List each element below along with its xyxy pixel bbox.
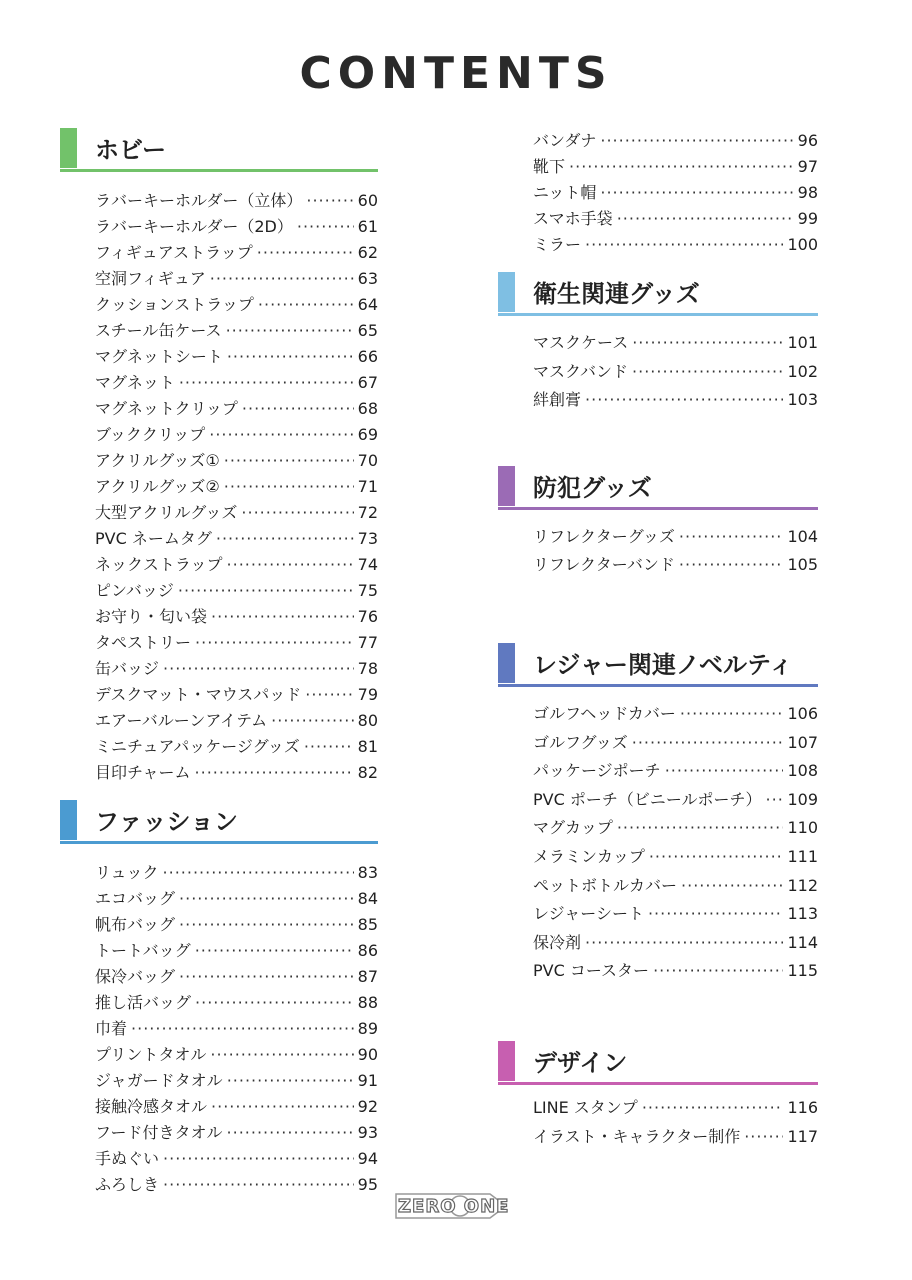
dot-leader — [585, 933, 783, 952]
toc-entry[interactable] — [95, 526, 378, 552]
section-underline — [498, 313, 818, 316]
toc-entry[interactable] — [95, 1146, 378, 1172]
entry-list — [498, 330, 818, 416]
section-hygiene — [498, 272, 818, 416]
section-bar — [498, 272, 515, 312]
dot-leader — [195, 633, 354, 652]
entry-label: ゴルフヘッドカバー — [533, 703, 676, 723]
entry-page-number: 109 — [787, 789, 818, 809]
section-header-crime — [498, 466, 818, 510]
entry-label: マグネットクリップ — [95, 399, 238, 418]
entry-page-number: 84 — [357, 889, 378, 908]
entry-label: アクリルグッズ② — [95, 477, 220, 496]
entry-label: 大型アクリルグッズ — [95, 503, 238, 522]
toc-entry[interactable] — [95, 1016, 378, 1042]
dot-leader — [210, 1045, 353, 1064]
entry-page-number: 83 — [357, 863, 378, 882]
entry-page-number: 64 — [357, 295, 378, 314]
section-title: レジャー関連ノベルティ — [533, 650, 794, 679]
toc-entry[interactable] — [95, 964, 378, 990]
dot-leader — [648, 904, 783, 923]
toc-entry[interactable] — [95, 708, 378, 734]
section-header-design — [498, 1041, 818, 1085]
toc-entry[interactable] — [95, 760, 378, 786]
entry-page-number: 63 — [357, 269, 378, 288]
right-column — [498, 128, 818, 1152]
dot-leader — [766, 790, 784, 809]
dot-leader — [163, 659, 354, 678]
dot-leader — [617, 818, 784, 837]
entry-page-number: 88 — [357, 993, 378, 1012]
entry-page-number: 69 — [357, 425, 378, 444]
entry-label: レジャーシート — [533, 904, 644, 924]
toc-entry[interactable] — [533, 787, 818, 816]
dot-leader — [195, 941, 354, 960]
entry-page-number: 94 — [357, 1149, 378, 1168]
toc-entry[interactable] — [533, 815, 818, 844]
toc-entry[interactable] — [95, 886, 378, 912]
entry-label: アクリルグッズ① — [95, 451, 220, 470]
dot-leader — [226, 321, 354, 340]
toc-entry[interactable] — [95, 214, 378, 240]
toc-entry[interactable] — [533, 901, 818, 930]
entry-page-number: 113 — [787, 904, 818, 924]
dot-leader — [195, 993, 354, 1012]
entry-page-number: 90 — [357, 1045, 378, 1064]
entry-label: ミニチュアパッケージグッズ — [95, 737, 300, 756]
entry-label: 目印チャーム — [95, 763, 191, 782]
logo-text: ZERO ONE — [398, 1196, 510, 1217]
entry-label: クッションストラップ — [95, 295, 254, 314]
dot-leader — [600, 131, 793, 150]
dot-leader — [632, 733, 784, 752]
toc-entry[interactable] — [533, 359, 818, 388]
toc-entry[interactable] — [95, 1172, 378, 1198]
entry-label: リフレクターバンド — [533, 555, 675, 575]
entry-page-number: 75 — [357, 581, 378, 600]
entry-page-number: 112 — [787, 875, 818, 895]
dot-leader — [271, 711, 353, 730]
entry-page-number: 103 — [787, 390, 818, 410]
section-header-leisure — [498, 643, 818, 687]
entry-page-number: 93 — [357, 1123, 378, 1142]
toc-entry[interactable] — [533, 387, 818, 416]
entry-label: パッケージポーチ — [533, 761, 661, 781]
toc-entry[interactable] — [95, 240, 378, 266]
entry-page-number: 98 — [797, 183, 818, 202]
toc-entry[interactable] — [533, 844, 818, 873]
page-title: CONTENTS — [299, 48, 613, 99]
entry-page-number: 87 — [357, 967, 378, 986]
entry-label: フィギュアストラップ — [95, 243, 253, 262]
toc-entry[interactable] — [533, 758, 818, 787]
entry-label: ミラー — [533, 235, 582, 254]
entry-label: エアーバルーンアイテム — [95, 711, 268, 730]
dot-leader — [216, 529, 354, 548]
entry-list — [498, 524, 818, 581]
entry-page-number: 96 — [797, 131, 818, 150]
dot-leader — [163, 1149, 354, 1168]
entry-page-number: 101 — [787, 333, 818, 352]
dot-leader — [649, 847, 784, 866]
entry-page-number: 100 — [787, 235, 818, 254]
entry-page-number: 73 — [357, 529, 378, 548]
entry-label: 靴下 — [533, 157, 566, 176]
dot-leader — [306, 191, 353, 210]
entry-label: 推し活バッグ — [95, 993, 192, 1012]
toc-entry[interactable] — [95, 604, 378, 630]
dot-leader — [211, 607, 354, 626]
entry-label: 巾着 — [95, 1019, 128, 1038]
dot-leader — [653, 961, 783, 980]
entry-label: メラミンカップ — [533, 846, 645, 866]
dot-leader — [681, 876, 783, 895]
dot-leader — [679, 527, 784, 546]
entry-page-number: 81 — [357, 737, 378, 756]
entry-label: タペストリー — [95, 633, 192, 652]
dot-leader — [642, 1098, 784, 1117]
toc-entry[interactable] — [533, 524, 818, 553]
dot-leader — [211, 1097, 354, 1116]
dot-leader — [585, 390, 783, 409]
dot-leader — [224, 477, 354, 496]
section-bar — [498, 1041, 515, 1081]
left-column — [60, 128, 378, 1198]
toc-entry[interactable] — [95, 734, 378, 760]
entry-page-number: 66 — [357, 347, 378, 366]
toc-entry[interactable] — [95, 578, 378, 604]
toc-entry[interactable] — [533, 958, 818, 987]
section-header-hobby — [60, 128, 378, 172]
section-title: 衛生関連グッズ — [533, 280, 700, 308]
dot-leader — [209, 425, 353, 444]
toc-entry[interactable] — [95, 1042, 378, 1068]
entry-page-number: 78 — [357, 659, 378, 678]
entry-page-number: 99 — [797, 209, 818, 228]
toc-entry[interactable] — [533, 930, 818, 959]
entry-page-number: 110 — [787, 818, 818, 838]
entry-page-number: 72 — [357, 503, 378, 522]
entry-label: 接触冷感タオル — [95, 1097, 208, 1116]
dot-leader — [680, 704, 784, 723]
entry-label: マグネットシート — [95, 347, 223, 366]
entry-label: スマホ手袋 — [533, 209, 613, 228]
entry-page-number: 116 — [787, 1097, 818, 1117]
dot-leader — [305, 685, 353, 704]
dot-leader — [224, 451, 354, 470]
entry-label: ゴルフグッズ — [533, 732, 628, 752]
dot-leader — [179, 915, 354, 934]
entry-label: ペットボトルカバー — [533, 875, 678, 895]
entry-page-number: 97 — [797, 157, 818, 176]
dot-leader — [304, 737, 354, 756]
toc-entry[interactable] — [95, 266, 378, 292]
entry-label: お守り・匂い袋 — [95, 607, 208, 626]
dot-leader — [257, 243, 354, 262]
toc-entry[interactable] — [533, 180, 818, 206]
entry-label: ラバーキーホルダー（立体） — [95, 191, 303, 210]
section-underline — [498, 507, 818, 510]
entry-page-number: 62 — [357, 243, 378, 262]
dot-leader — [227, 1123, 354, 1142]
zero-one-logo — [398, 1196, 509, 1217]
entry-label: ニット帽 — [533, 183, 597, 202]
entry-label: ブッククリップ — [95, 425, 206, 444]
toc-entry[interactable] — [95, 552, 378, 578]
entry-label: PVC ネームタグ — [95, 529, 212, 548]
entry-label: ふろしき — [95, 1175, 160, 1194]
entry-page-number: 105 — [787, 555, 818, 575]
dot-leader — [227, 1071, 354, 1090]
entry-page-number: 80 — [357, 711, 378, 730]
entry-label: イラスト・キャラクター制作 — [533, 1126, 741, 1146]
section-underline — [60, 169, 378, 172]
entry-label: 帆布バッグ — [95, 915, 176, 934]
toc-entry[interactable] — [95, 860, 378, 886]
entry-label: ピンバッジ — [95, 581, 174, 600]
section-title: 防犯グッズ — [533, 473, 652, 502]
entry-page-number: 71 — [357, 477, 378, 496]
toc-entry[interactable] — [95, 448, 378, 474]
entry-page-number: 89 — [357, 1019, 378, 1038]
dot-leader — [210, 269, 354, 288]
entry-label: マスクバンド — [533, 361, 629, 381]
toc-entry[interactable] — [95, 422, 378, 448]
dot-leader — [163, 1175, 354, 1194]
entry-label: PVC コースター — [533, 961, 650, 981]
toc-entry[interactable] — [95, 1120, 378, 1146]
entry-label: マスクケース — [533, 333, 629, 352]
toc-entry[interactable] — [95, 1068, 378, 1094]
toc-entry[interactable] — [533, 128, 818, 154]
dot-leader — [585, 235, 783, 254]
dot-leader — [665, 761, 784, 780]
dot-leader — [227, 347, 354, 366]
entry-page-number: 114 — [787, 932, 818, 952]
toc-entry[interactable] — [95, 396, 378, 422]
entry-page-number: 86 — [357, 941, 378, 960]
entry-page-number: 106 — [787, 703, 818, 723]
entry-list — [498, 701, 818, 987]
entry-label: スチール缶ケース — [95, 321, 222, 340]
section-underline — [498, 684, 818, 687]
toc-entry[interactable] — [533, 154, 818, 180]
toc-entry[interactable] — [533, 1095, 818, 1124]
section-underline — [498, 1082, 818, 1085]
dot-leader — [242, 399, 354, 418]
toc-entry[interactable] — [95, 656, 378, 682]
entry-page-number: 111 — [787, 846, 818, 866]
entry-label: プリントタオル — [95, 1045, 207, 1064]
toc-entry[interactable] — [533, 1124, 818, 1153]
dot-leader — [679, 555, 784, 574]
entry-label: トートバッグ — [95, 941, 191, 960]
entry-label: デスクマット・マウスパッド — [95, 685, 302, 704]
section-header-fashion — [60, 800, 378, 844]
entry-page-number: 102 — [787, 361, 818, 381]
toc-entry[interactable] — [95, 474, 378, 500]
dot-leader — [179, 967, 354, 986]
toc-entry[interactable] — [95, 500, 378, 526]
entry-page-number: 65 — [357, 321, 378, 340]
entry-label: リュック — [95, 863, 159, 882]
entry-list — [498, 128, 818, 258]
dot-leader — [600, 183, 793, 202]
entry-page-number: 77 — [357, 633, 378, 652]
entry-page-number: 85 — [357, 915, 378, 934]
toc-entry[interactable] — [95, 682, 378, 708]
dot-leader — [744, 1127, 783, 1146]
dot-leader — [179, 889, 354, 908]
entry-page-number: 95 — [357, 1175, 378, 1194]
entry-label: LINE スタンプ — [533, 1097, 638, 1117]
toc-entry[interactable] — [95, 1094, 378, 1120]
entry-label: マグカップ — [533, 818, 613, 838]
entry-page-number: 115 — [787, 961, 818, 981]
entry-label: 手ぬぐい — [95, 1149, 160, 1168]
entry-label: マグネット — [95, 373, 175, 392]
dot-leader — [617, 209, 794, 228]
entry-label: 缶バッジ — [95, 659, 160, 678]
toc-entry[interactable] — [533, 873, 818, 902]
entry-label: ラバーキーホルダー（2D） — [95, 217, 293, 236]
entry-page-number: 82 — [357, 763, 378, 782]
toc-entry[interactable] — [533, 330, 818, 359]
entry-page-number: 76 — [357, 607, 378, 626]
entry-page-number: 60 — [357, 191, 378, 210]
section-bar — [60, 128, 77, 168]
dot-leader — [258, 295, 354, 314]
entry-label: バンダナ — [533, 131, 597, 150]
entry-page-number: 91 — [357, 1071, 378, 1090]
entry-label: ジャガードタオル — [95, 1071, 223, 1090]
toc-entry[interactable] — [533, 730, 818, 759]
dot-leader — [632, 362, 783, 381]
toc-entry[interactable] — [533, 701, 818, 730]
section-crime — [498, 466, 818, 581]
toc-entry[interactable] — [533, 552, 818, 581]
entry-label: ネックストラップ — [95, 555, 223, 574]
dot-leader — [241, 503, 353, 522]
entry-page-number: 68 — [357, 399, 378, 418]
toc-entry[interactable] — [533, 206, 818, 232]
dot-leader — [195, 763, 354, 782]
entry-label: 保冷バッグ — [95, 967, 176, 986]
section-bar — [60, 800, 77, 840]
section-bar — [498, 466, 515, 506]
toc-entry[interactable] — [95, 990, 378, 1016]
dot-leader — [297, 217, 354, 236]
dot-leader — [131, 1019, 354, 1038]
entry-list — [498, 1095, 818, 1152]
section-title: ホビー — [95, 136, 167, 164]
entry-label: エコバッグ — [95, 889, 176, 908]
entry-page-number: 92 — [357, 1097, 378, 1116]
section-title: ファッション — [95, 808, 239, 836]
toc-entry[interactable] — [95, 344, 378, 370]
entry-label: リフレクターグッズ — [533, 526, 675, 546]
entry-label: PVC ポーチ（ビニールポーチ） — [533, 789, 762, 809]
toc-entry[interactable] — [95, 938, 378, 964]
toc-entry[interactable] — [95, 370, 378, 396]
section-fashion — [60, 800, 378, 1198]
entry-label: 保冷剤 — [533, 932, 582, 952]
entry-list — [60, 860, 378, 1198]
toc-entry[interactable] — [95, 318, 378, 344]
dot-leader — [632, 333, 783, 352]
section-underline — [60, 841, 378, 844]
dot-leader — [163, 863, 354, 882]
section-bar — [498, 643, 515, 683]
entry-page-number: 104 — [787, 526, 818, 546]
entry-label: フード付きタオル — [95, 1123, 223, 1142]
dot-leader — [178, 581, 354, 600]
section-header-hygiene — [498, 272, 818, 316]
toc-entry[interactable] — [95, 912, 378, 938]
entry-list — [60, 188, 378, 786]
entry-page-number: 61 — [357, 217, 378, 236]
dot-leader — [569, 157, 794, 176]
entry-page-number: 108 — [787, 761, 818, 781]
toc-entry[interactable] — [533, 232, 818, 258]
entry-label: 空洞フィギュア — [95, 269, 206, 288]
entry-page-number: 70 — [357, 451, 378, 470]
section-title: デザイン — [533, 1048, 628, 1077]
toc-entry[interactable] — [95, 292, 378, 318]
section-leisure — [498, 643, 818, 987]
entry-page-number: 74 — [357, 555, 378, 574]
entry-page-number: 117 — [787, 1126, 818, 1146]
entry-page-number: 107 — [787, 732, 818, 752]
entry-label: 絆創膏 — [533, 390, 582, 410]
section-hobby — [60, 128, 378, 786]
toc-entry[interactable] — [95, 188, 378, 214]
entry-page-number: 67 — [357, 373, 378, 392]
toc-entry[interactable] — [95, 630, 378, 656]
dot-leader — [179, 373, 354, 392]
section-design — [498, 1041, 818, 1152]
dot-leader — [227, 555, 354, 574]
entry-page-number: 79 — [357, 685, 378, 704]
